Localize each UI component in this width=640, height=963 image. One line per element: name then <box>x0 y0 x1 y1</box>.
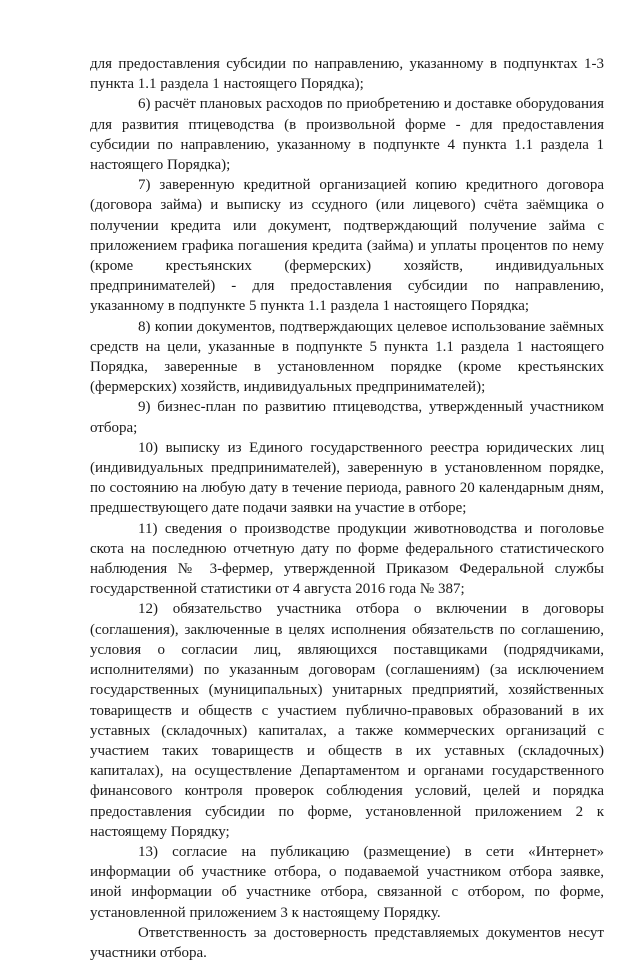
paragraph-item-9: 9) бизнес-план по развитию птицеводства, утвержденный участником отбора; <box>90 399 604 436</box>
paragraph-item-10: 10) выписку из Единого государственного реестра юридических лиц (индивидуальных предпринимателей), заверенную в установленном порядке, по состоянию на любую дату в течение периода, равного 20 календарным дням, предшествующего дате подачи заявки на участие в отборе; <box>90 439 604 517</box>
paragraph-item-11: 11) сведения о производстве продукции животноводства и поголовье скота на последнюю отчетную дату по форме федерального статистического наблюдения № 3-фермер, утвержденной Приказом Федеральной службы государственной статистики от 4 августа 2016 года № 387; <box>90 520 604 598</box>
paragraph-item-8: 8) копии документов, подтверждающих целевое использование заёмных средств на цели, указанные в подпункте 5 пункта 1.1 раздела 1 настоящего Порядка, заверенные в установленном порядке (кроме крестьянских (фермерских) хозяйств, индивидуальных предпринимателей); <box>90 318 604 396</box>
paragraph-item-12: 12) обязательство участника отбора о включении в договоры (соглашения), заключенные в целях исполнения обязательств по соглашению, условия о согласии лиц, являющихся поставщиками (подрядчиками, исполнителями) по указанным договорам (соглашениям) (за исключением государственных (муниципальных) унитарных предприятий, хозяйственных товариществ и обществ с участием публично-правовых образований в их уставных (складочных) капиталах, а также коммерческих организаций с участием таких товариществ и обществ в их уставных (складочных) капиталах), на осуществление Департаментом и органами государственного финансового контроля проверок соблюдения условий, целей и порядка предоставления субсидии по форме, установленной приложением 2 к настоящему Порядку; <box>90 601 604 840</box>
paragraph-item-6: 6) расчёт плановых расходов по приобретению и доставке оборудования для развития птицеводства (в произвольной форме - для предоставления субсидии по направлению, указанному в подпункте 4 пункта 1.1 раздела 1 настоящего Порядка); <box>90 96 604 174</box>
paragraph-item-13: 13) согласие на публикацию (размещение) в сети «Интернет» информации об участнике отбора, о подаваемой участником отбора заявке, иной информации об участнике отбора, связанной с отбором, по форме, установленной приложением 3 к настоящему Порядку. <box>90 843 604 921</box>
paragraph-item-7: 7) заверенную кредитной организацией копию кредитного договора (договора займа) и выписку из ссудного (или лицевого) счёта заёмщика о получении кредита или документ, подтверждающий получение займа с приложением графика погашения кредита (займа) и уплаты процентов по нему (кроме крестьянских (фермерских) хозяйств, индивидуальных предпринимателей) - для предоставления субсидии по направлению, указанному в подпункте 5 пункта 1.1 раздела 1 настоящего Порядка; <box>90 177 604 315</box>
document-page <box>90 54 604 963</box>
paragraph-continuation: для предоставления субсидии по направлению, указанному в подпунктах 1-3 пункта 1.1 раздела 1 настоящего Порядка); <box>90 56 604 93</box>
paragraph-responsibility: Ответственность за достоверность представляемых документов несут участники отбора. <box>90 924 604 961</box>
